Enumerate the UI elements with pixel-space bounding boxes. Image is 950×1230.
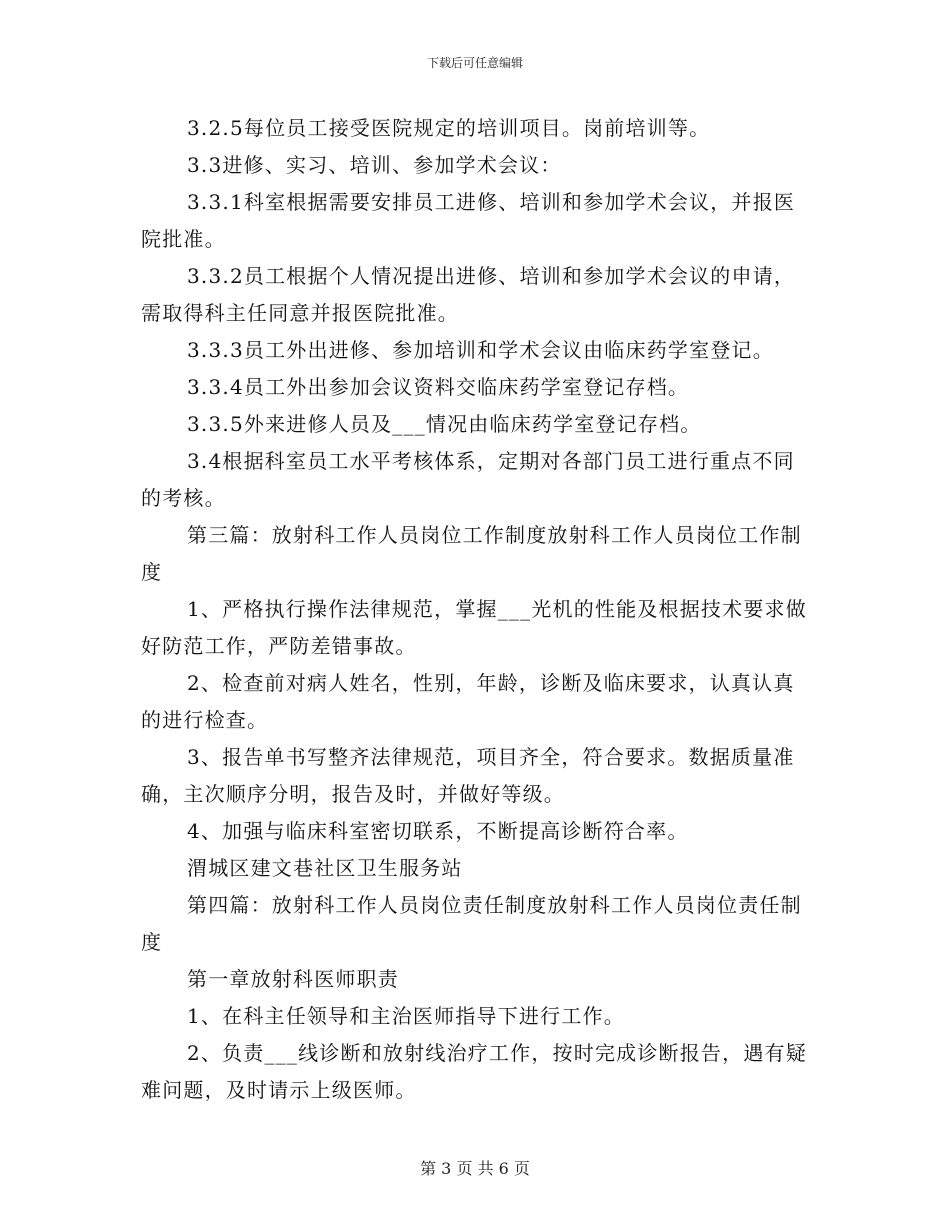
paragraph: 3.3进修、实习、培训、参加学术会议： (187, 153, 562, 177)
paragraph: 3.3.4员工外出参加会议资料交临床药学室登记存档。 (187, 375, 690, 399)
page-footer: 第 3 页 共 6 页 (420, 1159, 530, 1178)
organization-name: 渭城区建文巷社区卫生服务站 (187, 856, 463, 880)
paragraph: 3.3.2员工根据个人情况提出进修、培训和参加学术会议的申请，需取得科主任同意并报医院批准。 (141, 264, 796, 325)
paragraph: 1、严格执行操作法律规范，掌握___光机的性能及根据技术要求做好防范工作，严防差错事故。 (141, 597, 807, 658)
paragraph: 2、负责___线诊断和放射线治疗工作，按时完成诊断报告，遇有疑难问题，及时请示上级医师。 (141, 1041, 807, 1102)
section-heading: 第四篇：放射科工作人员岗位责任制度放射科工作人员岗位责任制度 (141, 893, 802, 954)
paragraph: 3.3.3员工外出进修、参加培训和学术会议由临床药学室登记。 (187, 338, 774, 362)
paragraph: 4、加强与临床科室密切联系，不断提高诊断符合率。 (187, 819, 689, 843)
chapter-heading: 第一章放射科医师职责 (187, 967, 399, 991)
document-body (141, 110, 813, 1109)
paragraph: 3.2.5每位员工接受医院规定的培训项目。岗前培训等。 (187, 116, 711, 140)
paragraph: 1、在科主任领导和主治医师指导下进行工作。 (187, 1004, 625, 1028)
paragraph: 3、报告单书写整齐法律规范，项目齐全，符合要求。数据质量准确，主次顺序分明，报告及时，并做好等级。 (141, 745, 795, 806)
paragraph: 3.4根据科室员工水平考核体系，定期对各部门员工进行重点不同的考核。 (141, 449, 795, 510)
section-heading: 第三篇：放射科工作人员岗位工作制度放射科工作人员岗位工作制度 (141, 523, 802, 584)
paragraph: 2、检查前对病人姓名，性别，年龄，诊断及临床要求，认真认真的进行检查。 (141, 671, 795, 732)
paragraph: 3.3.1科室根据需要安排员工进修、培训和参加学术会议，并报医院批准。 (141, 190, 796, 251)
page-header: 下载后可任意编辑 (426, 56, 523, 70)
paragraph: 3.3.5外来进修人员及___情况由临床药学室登记存档。 (187, 412, 702, 436)
